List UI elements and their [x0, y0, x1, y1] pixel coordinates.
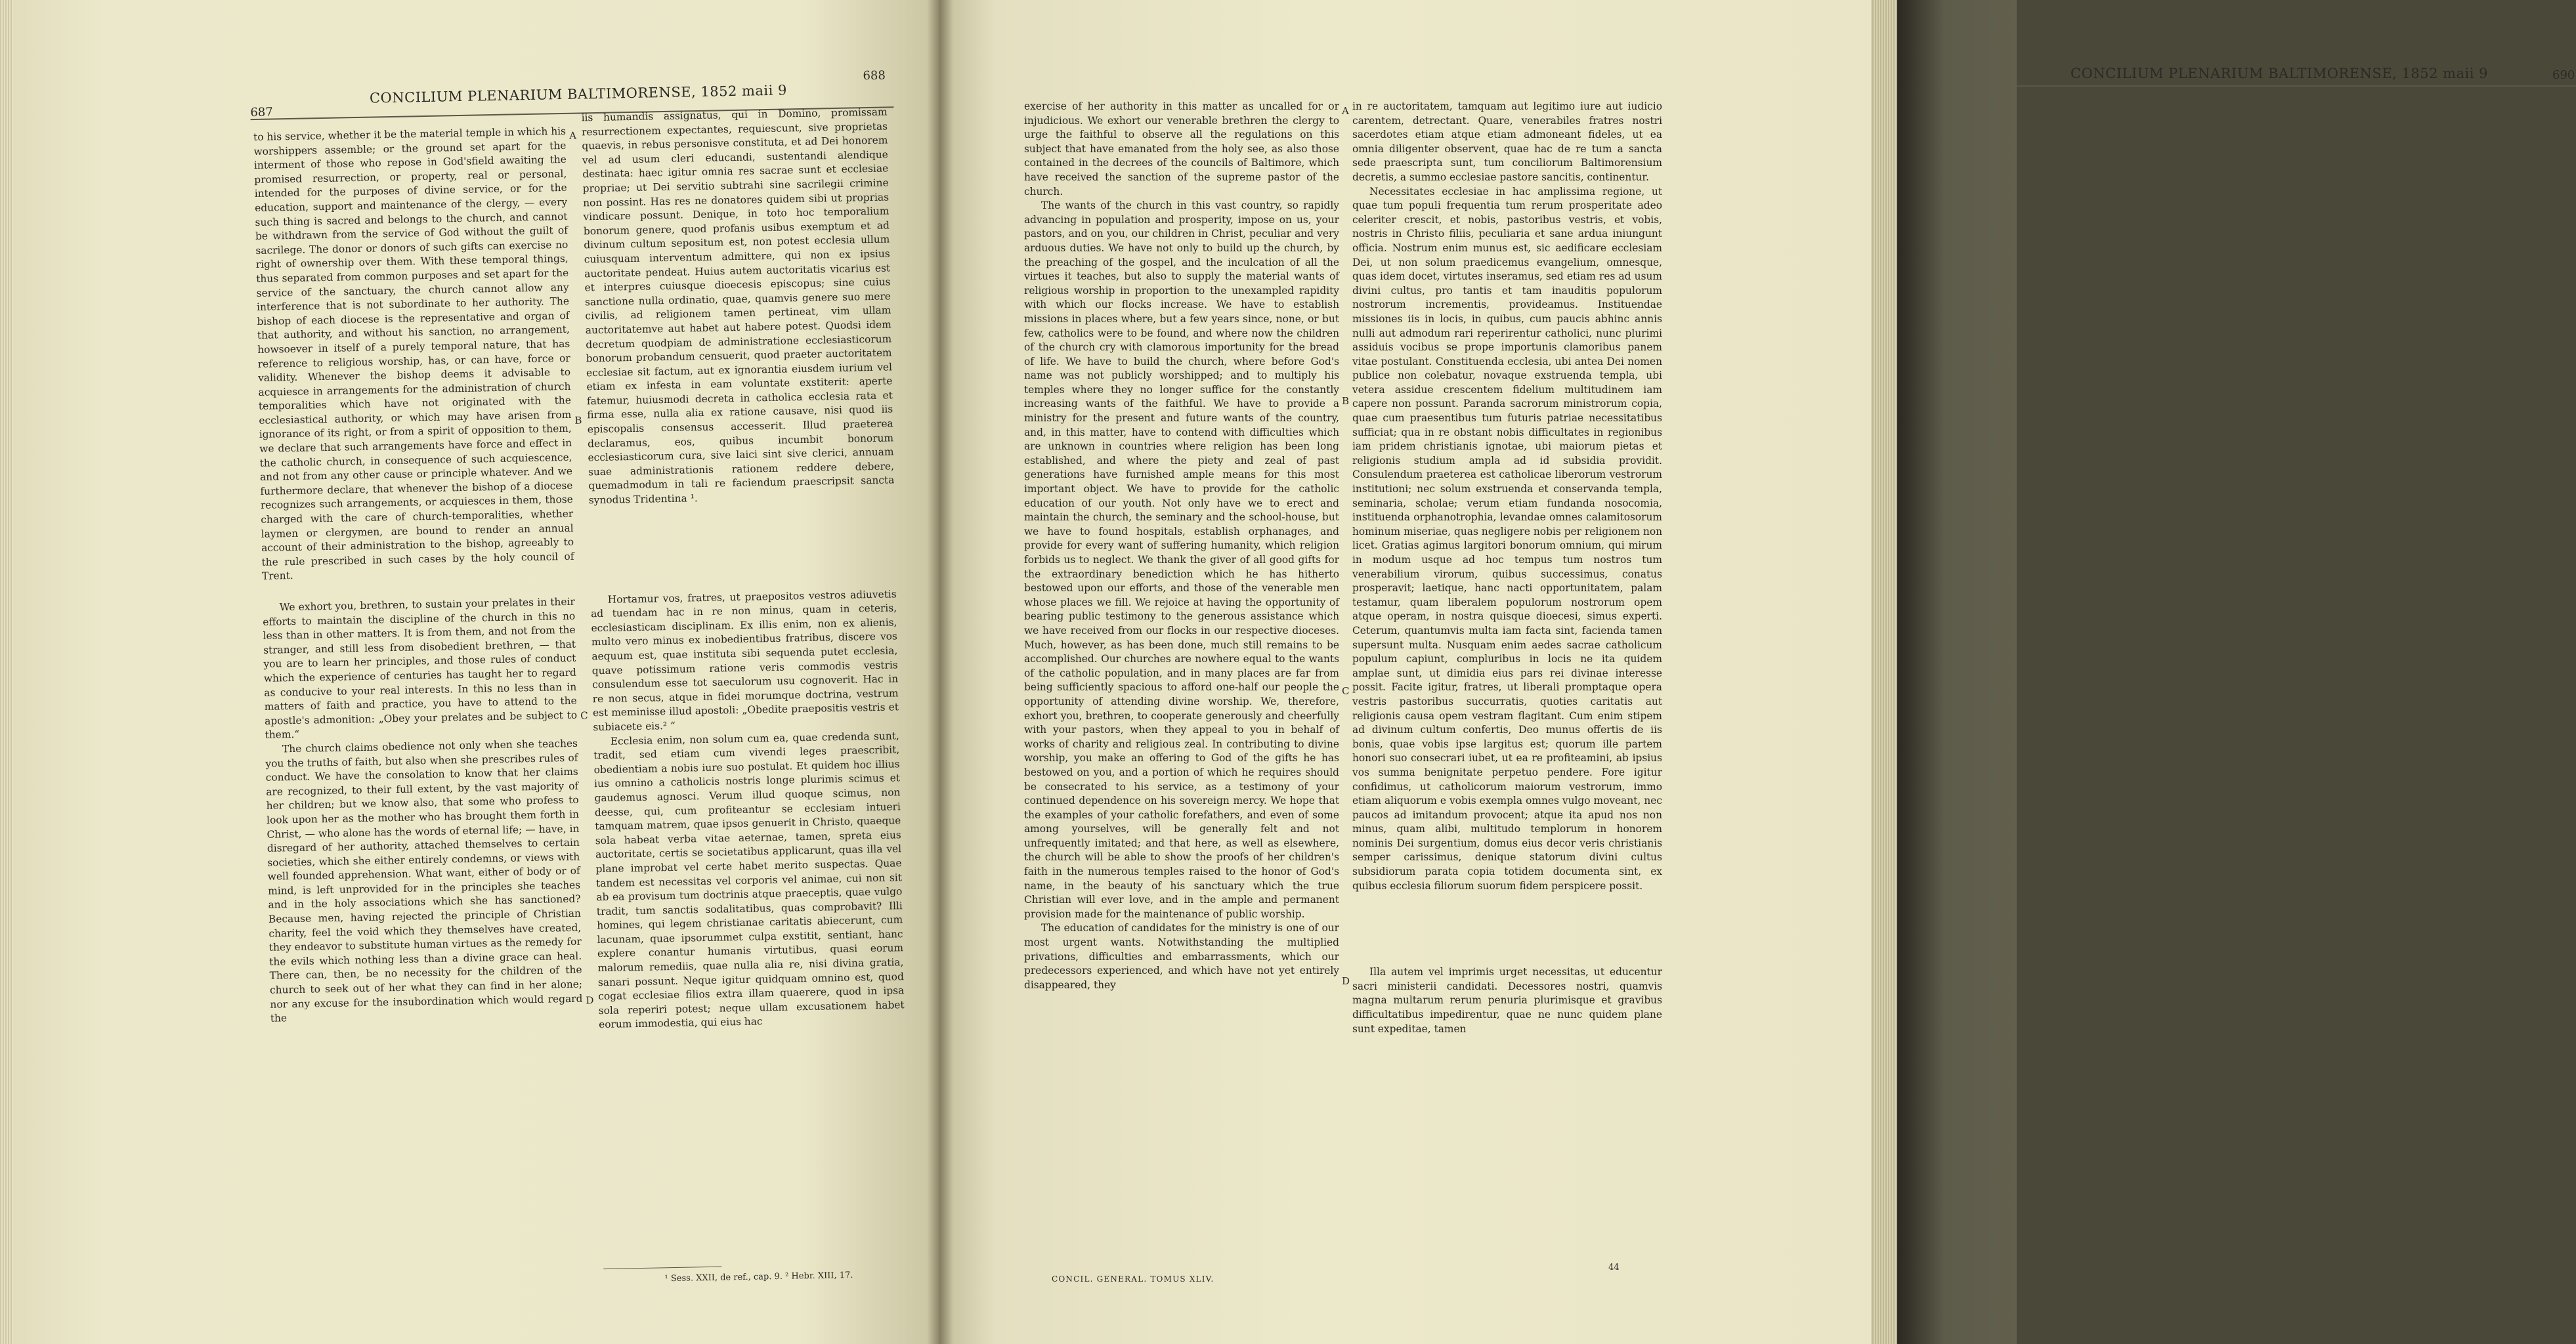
english-column-left — [253, 125, 583, 1026]
footnote-rule — [603, 1267, 721, 1269]
open-book — [13, 0, 2575, 1344]
signature-number: 44 — [1608, 1263, 1620, 1272]
english-paragraph: The wants of the church in this vast country, so rapidly advancing in population and prosperity, impose on us, your pastors, and on you, our children in Christ, peculiar and very arduous duties. We have not only to build up the church, by the preaching of the gospel, and the inculcation of all the virtues it teaches, but also to supply the material wants of religious worship in proportion to the unexampled rapidity with which our flocks increase. We have to establish missions in places where, but a few years since, none, or but few, catholics were to be found, and where now the children of the church cry with clamorous importunity for the bread of life. We have to build the church, where before God's name was not publicly worshipped; and to multiply his temples where they no longer suffice for the constantly increasing wants of the faithful. We have to provide a ministry for the present and future wants of the country, and, in this matter, have to contend with difficulties which are unknown in countries where religion has been long established, and where the piety and zeal of past generations have furnished ample means for this most important object. We have to provide for the catholic education of our youth. Not only have we to erect and maintain the church, the seminary and the school-house, but we have to found hospitals, establish orphanages, and provide for every want of suffering humanity, which religion forbids us to neglect. We thank the giver of all good gifts for the extraordinary benediction which he has hitherto bestowed upon our efforts, and those of the venerable men whose places we fill. We rejoice at having the opportunity of bearing public testimony to the generous assistance which we have received from our flocks in our respective dioceses. Much, however, as has been done, much still remains to be accomplished. Our churches are nowhere equal to the wants of the catholic population, and in many places are far from being sufficiently spacious to afford one-half our people the opportunity of attending divine worship. We, therefore, exhort you, brethren, to cooperate generously and cheerfully with your pastors, when they appeal to you in behalf of works of charity and religious zeal. In contributing to divine worship, you make an offering to God of the gifts he has bestowed on you, and a portion of which he requires should be consecrated to his service, as a testimony of your continued dependence on his sovereign mercy. We hope that the examples of your catholic forefathers, and even of some among yourselves, will be generally felt and not unfrequently imitated; and that here, as well as elsewhere, the church will be able to show the proofs of her children's faith in the numerous temples raised to the honor of God's name, in the beauty of his sanctuary which the true Christian will ever love, and in the ample and permanent provision made for the maintenance of public worship. — [1024, 200, 1339, 920]
latin-paragraph: Illa autem vel imprimis urget necessitas, ut educentur sacri ministerii candidati. Decessores nostri, quamvis magna multarum rerum penuria plurimisque et gravibus difficultatibus impedirentur, quae ne nunc quidem plane sunt expeditae, tamen — [1352, 966, 1662, 1035]
margin-marker-c: C — [580, 709, 588, 722]
english-paragraph: We exhort you, brethren, to sustain your prelates in their efforts to maintain the discipline of the church in this no less than in other matters. It is from them, and not from the stranger, and still less from disobedient brethren, — that you are to learn her principles, and those rules of conduct which the experience of centuries has taught her to regard as conducive to your real interests. In this no less than in matters of faith and practice, you have to attend to the apostle's admonition: „Obey your prelates and be subject to them.“ — [263, 595, 578, 742]
latin-column-right — [1352, 100, 1662, 1036]
latin-column-left — [581, 105, 905, 1032]
latin-paragraph: Ecclesia enim, non solum cum ea, quae credenda sunt, tradit, sed etiam cum vivendi leges praescribit, obedientiam a nobis iure suo postulat. Et quidem hoc illius ius omnino a catholicis nostris longe plurimis scimus et gaudemus agnosci. Verum illud quoque scimus, non deesse, qui, cum profiteantur se ecclesiam intueri tamquam matrem, quae ipsos genuerit in Christo, quaeque sola habeat verba vitae aeternae, tamen, spreta eius auctoritate, certis se societatibus applicarunt, quas illa vel plane improbat vel certe habet merito suspectas. Quae tandem est necessitas vel corporis vel animae, cui non sit ab ea provisum tum doctrinis atque praeceptis, quae vulgo tradit, tum sanctis sodalitatibus, quas comprobavit? Illi homines, qui legem christianae caritatis abiecerunt, cum lacunam, quae ipsorummet culpa exstitit, sentiant, hanc explere conantur humanis virtutibus, quasi eorum malorum remediis, quae nulla alia re, nisi divina gratia, sanari possunt. Neque igitur quidquam omnino est, quod cogat ecclesiae filios extra illam quaerere, quod in ipsa sola reperiri potest; neque ullam excusationem habet eorum immodestia, qui eius hac — [593, 729, 905, 1031]
english-paragraph: exercise of her authority in this matter as uncalled for or injudicious. We exhort our venerable brethren the clergy to urge the faithful to observe all the regulations on this subject that have emanated from the holy see, as also those contained in the decrees of the councils of Baltimore, which have received the sanction of the supreme pastor of the church. — [1024, 100, 1339, 198]
latin-paragraph: in re auctoritatem, tamquam aut legitimo iure aut iudicio carentem, detrectant. Quare, venerabiles fratres nostri sacerdotes etiam atque etiam admoneant fideles, ut ea omnia diligenter observent, quae hac de re tum a sancta sede praescripta sunt, tum conciliorum Baltimorensium decretis, a summo ecclesiae pastore sancitis, continentur. — [1352, 100, 1662, 183]
english-paragraph: The church claims obedience not only when she teaches you the truths of faith, but also when she prescribes rules of conduct. We have the consolation to know that her claims are recognized, to their full extent, by the vast majority of her children; but we know also, that some who profess to look upon her as the mother who has brought them forth in Christ, — who alone has the words of eternal life; — have, in disregard of her authority, attached themselves to certain societies, which she either entirely condemns, or views with well founded apprehension. What want, either of body or of mind, is left unprovided for in the principles she teaches and in the holy associations which she has sanctioned? Because men, having rejected the principle of Christian charity, feel the void which they themselves have created, they endeavor to substitute human virtues as the remedy for the evils which nothing less than a divine grace can heal. There can, then, be no necessity for the children of the church to seek out of her what they can find in her alone; nor any excuse for the insubordination which would regard the — [265, 737, 583, 1024]
margin-marker-b-right: B — [1342, 395, 1350, 407]
footnote-left: ¹ Sess. XXII, de ref., cap. 9. ² Hebr. XIII, 17. — [664, 1270, 853, 1284]
header-rule-right — [1960, 85, 2576, 87]
page-number-690: 690 — [2552, 68, 2575, 82]
margin-marker-a-right: A — [1342, 105, 1349, 117]
latin-paragraph: Hortamur vos, fratres, ut praepositos vestros adiuvetis ad tuendam hac in re non minus, quam in ceteris, ecclesiasticam disciplinam. Ex illis enim, non ex alienis, multo vero minus ex inobedientibus fratribus, discere vos aequum est, quae instituta sibi sequenda putet ecclesia, quave potissimum ratione veris commodis vestris consulendum esse tot saeculorum usu cognoverit. Hac in re non secus, atque in fidei morumque doctrina, vestrum est meminisse illud apostoli: „Obedite praepositis vestris et subiacete eis.² “ — [590, 587, 899, 734]
book-gutter — [927, 0, 953, 1344]
english-paragraph: to his service, whether it be the material temple in which his worshippers assemble; or the ground set apart for the interment of those who repose in God'sfield awaiting the promised resurrection, or property, real or personal, intended for the purposes of divine service, or for the education, support and maintenance of the clergy, — every such thing is sacred and belongs to the church, and cannot be withdrawn from the service of God without the guilt of sacrilege. The donor or donors of such gifts can exercise no right of ownership over them. With these temporal things, thus separated from common purposes and set apart for the service of the sanctuary, the church cannot allow any interference that is not subordinate to her authority. The bishop of each diocese is the representative and organ of that authority, and without his sanction, no arrangement, howsoever in itself of a purely temporal nature, that has reference to religious worship, has, or can have, force or validity. Whenever the bishop deems it advisable to acquiesce in arrangements for the administration of church temporalities which have not originated with the ecclesiastical authority, or which may have arisen from ignorance of its right, or from a spirit of opposition to them, we declare that such arrangements have force and effect in the catholic church, in consequence of such acquiescence, and not from any other cause or principle whatever. And we furthermore declare, that whenever the bishop of a diocese recognizes such arrangements, or acquiesces in them, those charged with the care of church-temporalities, whether laymen or clergymen, are bound to render an annual account of their administration to the bishop, agreeably to the rule prescribed in such cases by the holy council of Trent. — [253, 125, 574, 583]
margin-marker-c-right: C — [1342, 685, 1350, 697]
book-cover-edge — [1897, 0, 2017, 1344]
margin-marker-b: B — [574, 414, 582, 427]
english-column-right — [1024, 100, 1339, 992]
margin-marker-a: A — [569, 129, 577, 142]
running-head-left: CONCILIUM PLENARIUM BALTIMORENSE, 1852 maii 9 — [369, 82, 788, 106]
left-page — [13, 0, 939, 1344]
margin-marker-d-right: D — [1342, 975, 1350, 987]
english-paragraph: The education of candidates for the ministry is one of our most urgent wants. Notwithstanding the multiplied privations, difficulties and embarrassments, which our predecessors experienced, and which have not yet entirely disappeared, they — [1024, 922, 1339, 991]
page-number-687: 687 — [250, 105, 273, 120]
margin-marker-d: D — [586, 994, 594, 1007]
page-number-688: 688 — [863, 68, 886, 83]
latin-paragraph: Necessitates ecclesiae in hac amplissima regione, ut quae tum populi frequentia tum rerum prosperitate adeo celeriter crescit, et nobis, pastoribus vestris, et vobis, nostris in Christo filiis, peculiaria et sane ardua iniungunt officia. Nostrum enim munus est, sic aedificare ecclesiam Dei, ut non solum praedicemus evangelium, omnesque, quas idem docet, virtutes inseramus, sed etiam res ad usum divini cultus, pro tantis et tam inauditis populorum nostrorum incrementis, provideamus. Instituendae missiones iis in locis, in quibus, cum paucis abhinc annis nulli aut admodum rari reperirentur catholici, nunc plurimi assiduis vocibus se prope importunis clamoribus panem vitae postulant. Constituenda ecclesia, ubi antea Dei nomen publice non colebatur, novaque exstruenda templa, ubi vetera assidue crescentem fidelium multitudinem iam capere non possunt. Paranda sacrorum ministrorum copia, quae cum praesentibus tum futuris patriae necessitatibus sufficiat; qua in re obstant nobis difficultates in regionibus iam pridem christianis ignotae, ubi maiorum pietas et religionis studium ampla ad id subsidia providit. Consulendum praeterea est catholicae liberorum vestrorum institutioni; nec solum exstruenda et conservanda templa, seminaria, scholae; verum etiam fundanda nosocomia, instituenda orphanotrophia, levandae omnes calamitosorum hominum miseriae, quas negligere nobis per religionem non licet. Gratias agimus largitori bonorum omnium, qui mirum in modum usque ad hoc tempus tum nostros tum venerabilium virorum, quibus successimus, conatus prosperavit; laetique, hanc nacti opportunitatem, palam testamur, quam liberalem populorum nostrorum opem atque operam, in nostra quisque dioecesi, simus experti. Ceterum, quantumvis multa iam facta sint, facienda tamen supersunt multa. Nusquam enim aedes sacrae catholicum populum capiunt, compluribus in locis ne ita quidem amplae sunt, ut dimidia eius pars rei divinae interesse possit. Facite igitur, fratres, ut liberali promptaque opera vestris pastoribus succurratis, quoties caritatis aut religionis causa opem vestram flagitant. Cum enim stipem ad divinum cultum confertis, Deo munus offertis de iis bonis, quae vobis ipse largitus est; quorum ille partem honori suo consecrari iubet, ut ea re profiteamini, ab ipsius vos summa benignitate perpetuo pendere. Fore igitur confidimus, ut catholicorum maiorum vestrorum, immo etiam aliquorum e vobis exempla omnes vulgo moveant, nec paucos ad imitandum provocent; atque ita apud nos non minus, quam alibi, multitudo templorum in honorem nominis Dei surgentium, domus eius decor veris christianis semper carissimus, denique statorum divini cultus subsidiorum parata copia totidem documenta sint, ex quibus ecclesia filiorum suorum fidem perspicere possit. — [1352, 185, 1662, 892]
signature-mark: CONCIL. GENERAL. TOMUS XLIV. — [1052, 1274, 1214, 1284]
running-head-right: CONCILIUM PLENARIUM BALTIMORENSE, 1852 maii 9 — [2071, 66, 2489, 81]
left-page-content — [13, 0, 964, 1344]
latin-paragraph: iis humandis assignatus, qui in Domino, promissam resurrectionem expectantes, requiescunt, sive proprietas quaevis, in rebus personisve constituta, et ad Dei honorem vel ad usum cleri educandi, sustentandi alendique destinata: haec igitur omnia res sacrae sunt et ecclesiae propriae; ut Dei servitio subtrahi sine sacrilegii crimine non possint. Has res ne donatores quidem sibi ut proprias vindicare possunt. Denique, in toto hoc temporalium bonorum genere, quod profanis usibus exemptum et ad divinum cultum sepositum est, non potest ecclesia ullum cuiusquam interventum admittere, qui non ex ipsius auctoritate pendeat. Huius autem auctoritatis vicarius est et interpres cuiusque dioecesis episcopus; sine cuius sanctione nulla ordinatio, quae, quamvis genere suo mere civilis, ad religionem tamen pertineat, vim ullam auctoritatemve aut habet aut habere potest. Quodsi idem decretum quodpiam de administratione ecclesiasticorum bonorum probandum censuerit, quod praeter auctoritatem ecclesiae sit factum, aut ex ignorantia eiusdem iurium vel etiam ex infesta in eam voluntate exstiterit: aperte fatemur, huiusmodi decreta in catholica ecclesia rata et firma esse, nulla alia ex ratione causave, nisi quod iis episcopalis consensus accesserit. Illud praeterea declaramus, eos, quibus incumbit bonorum ecclesiasticorum cura, sive laici sint sive clerici, annuam suae administrationis rationem reddere debere, quemadmodum in tali re faciendum praescripsit sancta synodus Tridentina ¹. — [581, 106, 895, 507]
